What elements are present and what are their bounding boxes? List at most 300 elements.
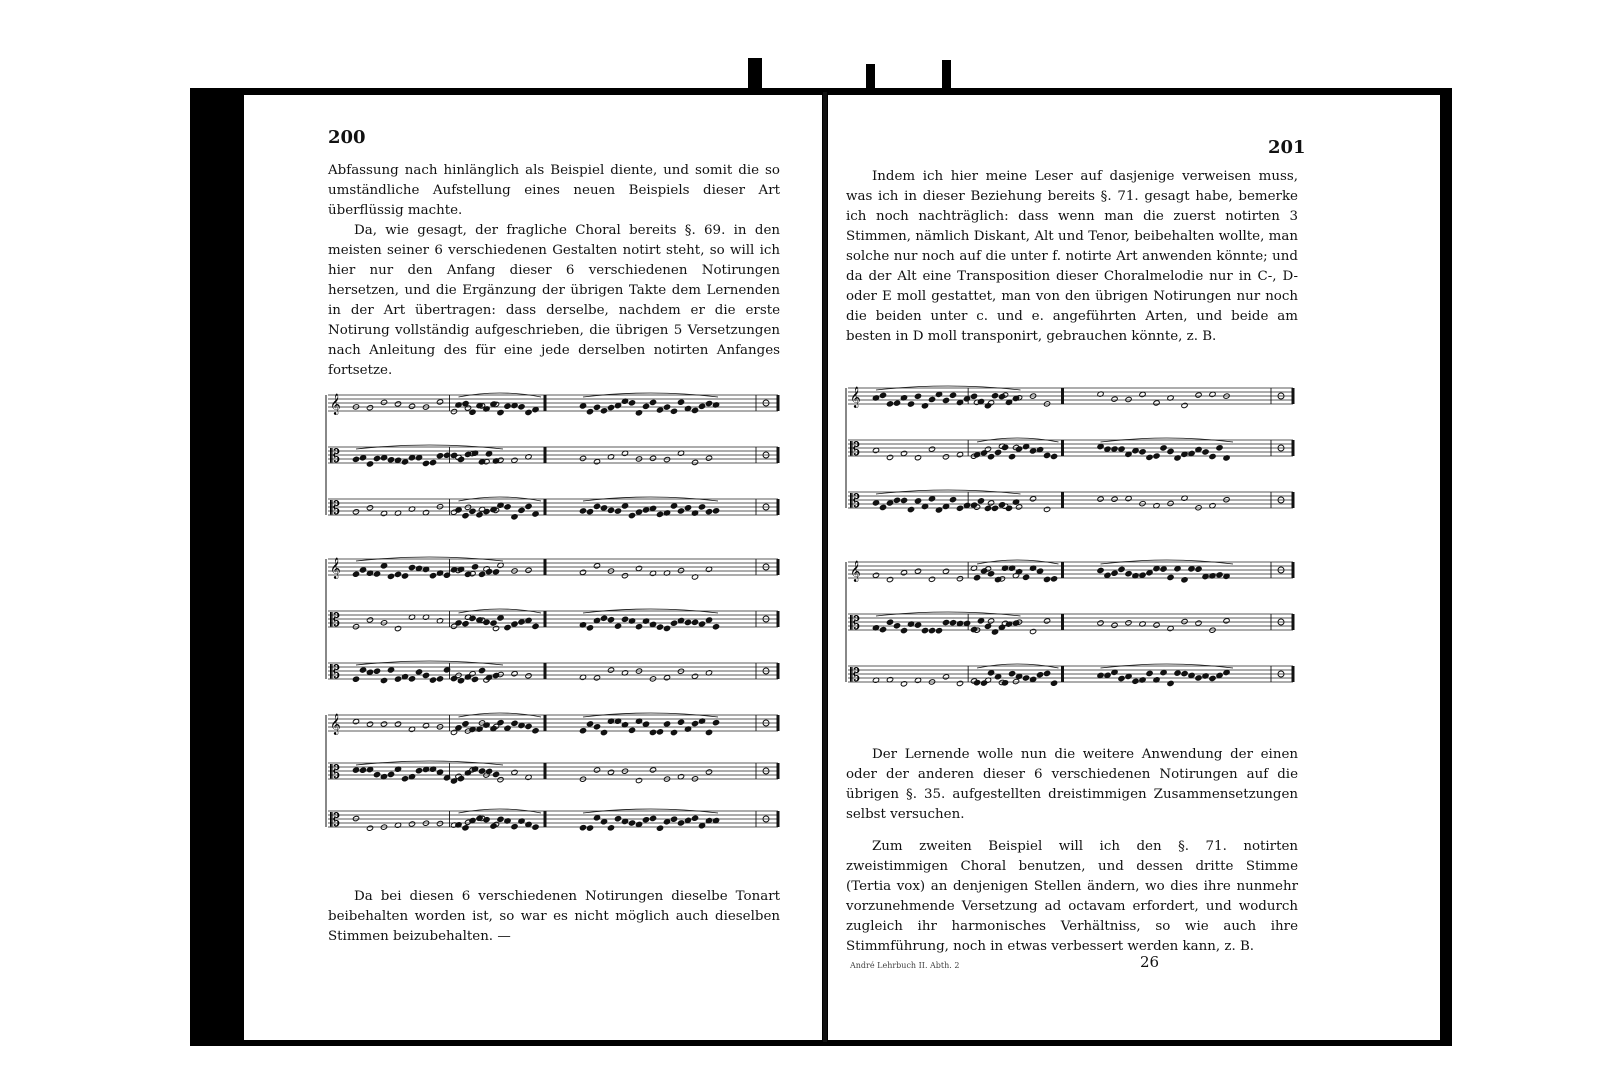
note-head xyxy=(705,455,712,461)
note-head xyxy=(455,507,462,513)
note-head xyxy=(987,454,994,460)
note-head xyxy=(1160,670,1167,676)
note-head xyxy=(579,508,586,514)
note-head xyxy=(691,673,698,679)
right-paragraph-3: Zum zweiten Beispiel will ich den §. 71. notirten zweistimmigen Choral benutzen, und dessen dritte Stimme (Tertia vox) an denjenigen Stellen ändern, wo dies ihre nunmehr vorzunehmende Versetzung ad octavam erfordert, und wodurch zugleich ihr harmonisches Verhältniss, so wie auch ihre Stimmführung, noch in etwas verbessert werden kann, z. B. xyxy=(846,839,1298,954)
note-head xyxy=(366,669,373,675)
note-head xyxy=(380,563,387,569)
note-head xyxy=(436,399,443,405)
note-head xyxy=(352,767,359,773)
clef-icon: 𝄞 xyxy=(850,561,861,582)
note-head xyxy=(642,817,649,823)
note-head xyxy=(492,569,499,575)
note-head xyxy=(525,723,532,729)
music-systems-left xyxy=(322,373,802,853)
note-head xyxy=(593,404,600,410)
note-head xyxy=(705,617,712,623)
note-head xyxy=(698,504,705,510)
note-head xyxy=(886,500,893,506)
note-head xyxy=(1223,618,1230,624)
note-head xyxy=(483,619,490,625)
note-head xyxy=(1139,572,1146,578)
note-head xyxy=(1097,443,1104,449)
note-head xyxy=(1188,672,1195,678)
note-head xyxy=(1118,675,1125,681)
note-head xyxy=(387,667,394,673)
note-head xyxy=(1097,620,1104,626)
note-head xyxy=(600,819,607,825)
note-head xyxy=(677,719,684,725)
note-head xyxy=(471,564,478,570)
note-head xyxy=(980,450,987,456)
note-head xyxy=(497,615,504,621)
note-head xyxy=(525,821,532,827)
note-head xyxy=(478,667,485,673)
note-head xyxy=(422,672,429,678)
note-head xyxy=(1097,496,1104,502)
note-head xyxy=(900,497,907,503)
note-head xyxy=(408,403,415,409)
note-head xyxy=(1209,453,1216,459)
note-head xyxy=(462,513,469,519)
note-head xyxy=(511,769,518,775)
note-head xyxy=(380,455,387,461)
note-head xyxy=(635,410,642,416)
note-head xyxy=(649,767,656,773)
note-head xyxy=(1216,672,1223,678)
note-head xyxy=(900,450,907,456)
note-head xyxy=(457,678,464,684)
clef-icon: 𝄞 xyxy=(330,714,341,735)
note-head xyxy=(600,615,607,621)
note-head xyxy=(928,446,935,452)
note-head xyxy=(677,508,684,514)
note-head xyxy=(691,721,698,727)
note-head xyxy=(593,459,600,465)
note-head xyxy=(670,408,677,414)
note-head xyxy=(663,675,670,681)
note-head xyxy=(497,457,504,463)
note-head xyxy=(492,771,499,777)
note-head xyxy=(656,729,663,735)
page-tab xyxy=(748,58,762,90)
note-head xyxy=(497,777,504,783)
note-head xyxy=(450,452,457,458)
note-head xyxy=(642,721,649,727)
note-head xyxy=(635,821,642,827)
note-head xyxy=(408,564,415,570)
note-head xyxy=(387,573,394,579)
note-head xyxy=(921,403,928,409)
note-head xyxy=(352,509,359,515)
note-head xyxy=(478,571,485,577)
note-head xyxy=(352,571,359,577)
note-head xyxy=(366,766,373,772)
note-head xyxy=(907,506,914,512)
note-head xyxy=(1036,672,1043,678)
note-head xyxy=(607,667,614,673)
note-head xyxy=(415,455,422,461)
note-head xyxy=(408,821,415,827)
clef-icon: 𝄞 xyxy=(330,558,341,579)
note-head xyxy=(469,571,476,577)
signature-number: 26 xyxy=(1140,953,1160,971)
note-head xyxy=(1125,495,1132,501)
page-tab xyxy=(866,64,875,90)
music-systems-right xyxy=(840,370,1310,715)
note-head xyxy=(469,615,476,621)
note-head xyxy=(663,404,670,410)
left-paragraph-1: Abfassung nach hinlänglich als Beispiel diente, und somit die so umständliche Aufstellung eines neuen Beispiels dieser Art überflüssig machte. xyxy=(328,163,780,218)
note-head xyxy=(366,617,373,623)
note-head xyxy=(663,625,670,631)
note-head xyxy=(705,400,712,406)
note-head xyxy=(705,729,712,735)
note-head xyxy=(1022,675,1029,681)
note-head xyxy=(462,621,469,627)
note-head xyxy=(1015,504,1022,510)
left-paragraph-2: Da, wie gesagt, der fragliche Choral bereits §. 69. in den meisten seiner 6 verschiedenen Gestalten notirt steht, so will ich hier nur den Anfang dieser 6 verschiedenen Notirungen hersetzen, und die Ergänzung der übrigen Takte dem Lernenden in der Art übertragen: dass derselbe, nachdem er die erste Notirung vollständig aufgeschrieben, die übrigen 5 Versetzungen nach Anleitung des für eine jede derselben notirten Anfanges fortsetze. xyxy=(328,223,780,378)
note-head xyxy=(973,680,980,686)
left-text-block xyxy=(328,161,780,381)
note-head xyxy=(593,724,600,730)
note-head xyxy=(359,455,366,461)
note-head xyxy=(987,618,994,624)
note-head xyxy=(408,455,415,461)
note-head xyxy=(684,817,691,823)
note-head xyxy=(670,620,677,626)
note-head xyxy=(1012,678,1019,684)
note-head xyxy=(1153,400,1160,406)
note-head xyxy=(628,820,635,826)
note-head xyxy=(928,628,935,634)
note-head xyxy=(352,456,359,462)
note-head xyxy=(579,455,586,461)
note-head xyxy=(1001,680,1008,686)
note-head xyxy=(429,459,436,465)
note-head xyxy=(1022,444,1029,450)
clef-icon: 𝄡 xyxy=(330,610,341,631)
note-head xyxy=(980,680,987,686)
note-head xyxy=(532,511,539,517)
note-head xyxy=(579,569,586,575)
note-head xyxy=(928,396,935,402)
note-head xyxy=(511,457,518,463)
note-head xyxy=(401,776,408,782)
note-head xyxy=(621,616,628,622)
note-head xyxy=(525,617,532,623)
note-head xyxy=(656,825,663,831)
note-head xyxy=(614,402,621,408)
note-head xyxy=(1223,669,1230,675)
note-head xyxy=(1146,570,1153,576)
note-head xyxy=(586,409,593,415)
note-head xyxy=(497,720,504,726)
note-head xyxy=(436,769,443,775)
clef-icon: 𝄞 xyxy=(330,394,341,415)
note-head xyxy=(408,676,415,682)
note-head xyxy=(492,625,499,631)
clef-icon: 𝄡 xyxy=(330,446,341,467)
note-head xyxy=(942,568,949,574)
note-head xyxy=(504,504,511,510)
note-head xyxy=(691,459,698,465)
note-head xyxy=(600,408,607,414)
note-head xyxy=(462,721,469,727)
note-head xyxy=(394,457,401,463)
note-head xyxy=(1008,454,1015,460)
note-head xyxy=(593,675,600,681)
note-head xyxy=(373,571,380,577)
note-head xyxy=(1160,445,1167,451)
note-head xyxy=(525,409,532,415)
note-head xyxy=(691,619,698,625)
note-head xyxy=(1195,566,1202,572)
note-head xyxy=(963,502,970,508)
note-head xyxy=(942,674,949,680)
right-systems-group xyxy=(846,386,1293,687)
note-head xyxy=(649,729,656,735)
note-head xyxy=(352,815,359,821)
left-bottom-text xyxy=(328,887,780,947)
note-head xyxy=(970,393,977,399)
note-head xyxy=(1050,453,1057,459)
note-head xyxy=(677,567,684,573)
note-head xyxy=(436,820,443,826)
clef-icon: 𝄡 xyxy=(850,665,861,686)
note-head xyxy=(1111,446,1118,452)
note-head xyxy=(1139,501,1146,507)
note-head xyxy=(893,497,900,503)
note-head xyxy=(691,407,698,413)
note-head xyxy=(635,565,642,571)
note-head xyxy=(1111,496,1118,502)
note-head xyxy=(712,624,719,630)
note-head xyxy=(984,623,991,629)
note-head xyxy=(394,676,401,682)
note-head xyxy=(928,496,935,502)
note-head xyxy=(900,570,907,576)
note-head xyxy=(1008,671,1015,677)
note-head xyxy=(1029,676,1036,682)
note-head xyxy=(518,507,525,513)
note-head xyxy=(600,729,607,735)
note-head xyxy=(1043,452,1050,458)
note-head xyxy=(462,825,469,831)
note-head xyxy=(532,407,539,413)
right-paragraph-1: Indem ich hier meine Leser auf dasjenige verweisen muss, was ich in dieser Beziehung bereits §. 71. gesagt habe, bemerke ich noch nachträglich: dass wenn man die zuerst notirten 3 Stimmen, nämlich Diskant, Alt und Tenor, beibehalten wollte, man solche nur noch auf die unter f. notirte Art anwenden könnte; und da der Alt eine Transposition dieser Choralmelodie nur in C-, D- oder E moll gestattet, man von den übrigen Notirungen nur noch die beiden unter c. und e. angeführten Arten, und beide am besten in D moll transponirt, gebrauchen könnte, z. B. xyxy=(846,169,1298,344)
note-head xyxy=(872,572,879,578)
note-head xyxy=(525,567,532,573)
page-number-right: 201 xyxy=(1268,137,1306,158)
note-head xyxy=(1181,618,1188,624)
note-head xyxy=(511,621,518,627)
note-head xyxy=(614,816,621,822)
book-spine xyxy=(823,92,827,1042)
note-head xyxy=(1195,675,1202,681)
note-head xyxy=(352,676,359,682)
note-head xyxy=(1167,448,1174,454)
note-head xyxy=(935,628,942,634)
note-head xyxy=(436,676,443,682)
note-head xyxy=(879,392,886,398)
note-head xyxy=(914,498,921,504)
note-head xyxy=(977,498,984,504)
note-head xyxy=(886,401,893,407)
note-head xyxy=(642,403,649,409)
note-head xyxy=(1104,572,1111,578)
footer-note: André Lehrbuch II. Abth. 2 xyxy=(850,961,960,970)
note-head xyxy=(436,504,443,510)
note-head xyxy=(886,454,893,460)
note-head xyxy=(949,620,956,626)
left-bottom-paragraph: Da bei diesen 6 verschiedenen Notirungen dieselbe Tonart beibehalten worden ist, so war es nicht möglich auch dieselben Stimmen beizubehalten. — xyxy=(328,889,780,944)
note-head xyxy=(352,718,359,724)
note-head xyxy=(490,823,497,829)
note-head xyxy=(872,500,879,506)
note-head xyxy=(1111,570,1118,576)
note-head xyxy=(1216,572,1223,578)
note-head xyxy=(1216,445,1223,451)
note-head xyxy=(956,680,963,686)
note-head xyxy=(614,623,621,629)
note-head xyxy=(1015,446,1022,452)
note-head xyxy=(907,401,914,407)
note-head xyxy=(455,620,462,626)
note-head xyxy=(942,454,949,460)
note-head xyxy=(450,675,457,681)
note-head xyxy=(1104,446,1111,452)
note-head xyxy=(1104,672,1111,678)
note-head xyxy=(394,571,401,577)
note-head xyxy=(497,409,504,415)
note-head xyxy=(607,617,614,623)
note-head xyxy=(628,727,635,733)
note-head xyxy=(1001,444,1008,450)
note-head xyxy=(1146,670,1153,676)
note-head xyxy=(1097,672,1104,678)
note-head xyxy=(600,505,607,511)
note-head xyxy=(649,505,656,511)
note-head xyxy=(649,815,656,821)
note-head xyxy=(579,728,586,734)
note-head xyxy=(422,723,429,729)
note-head xyxy=(373,772,380,778)
clef-icon: 𝄡 xyxy=(850,491,861,512)
note-head xyxy=(1022,574,1029,580)
note-head xyxy=(684,505,691,511)
note-head xyxy=(504,725,511,731)
note-head xyxy=(663,457,670,463)
note-head xyxy=(1132,678,1139,684)
note-head xyxy=(532,824,539,830)
note-head xyxy=(991,505,998,511)
note-head xyxy=(450,408,457,414)
note-head xyxy=(593,563,600,569)
note-head xyxy=(656,511,663,517)
note-head xyxy=(586,625,593,631)
note-head xyxy=(900,628,907,634)
right-after-music-text xyxy=(846,745,1298,957)
note-head xyxy=(455,672,462,678)
note-head xyxy=(1029,496,1036,502)
note-head xyxy=(366,721,373,727)
note-head xyxy=(1125,396,1132,402)
note-head xyxy=(963,396,970,402)
note-head xyxy=(628,400,635,406)
note-head xyxy=(525,673,532,679)
note-head xyxy=(366,405,373,411)
note-head xyxy=(649,455,656,461)
note-head xyxy=(387,771,394,777)
note-head xyxy=(380,677,387,683)
note-head xyxy=(987,670,994,676)
note-head xyxy=(394,401,401,407)
note-head xyxy=(1029,628,1036,634)
note-head xyxy=(670,729,677,735)
note-head xyxy=(621,503,628,509)
note-head xyxy=(705,769,712,775)
note-head xyxy=(422,460,429,466)
note-head xyxy=(956,576,963,582)
note-head xyxy=(1043,576,1050,582)
clef-icon: 𝄡 xyxy=(850,613,861,634)
note-head xyxy=(928,576,935,582)
note-head xyxy=(705,509,712,515)
note-head xyxy=(670,503,677,509)
note-head xyxy=(984,505,991,511)
note-head xyxy=(1153,453,1160,459)
note-head xyxy=(712,508,719,514)
note-head xyxy=(593,767,600,773)
note-head xyxy=(649,399,656,405)
note-head xyxy=(1167,500,1174,506)
right-text-block xyxy=(846,167,1298,347)
note-head xyxy=(698,403,705,409)
note-head xyxy=(677,820,684,826)
note-head xyxy=(879,504,886,510)
note-head xyxy=(1167,574,1174,580)
note-head xyxy=(1125,620,1132,626)
note-head xyxy=(532,623,539,629)
note-head xyxy=(656,624,663,630)
note-head xyxy=(914,393,921,399)
note-head xyxy=(511,671,518,677)
note-head xyxy=(621,573,628,579)
note-head xyxy=(471,676,478,682)
note-head xyxy=(994,449,1001,455)
right-page xyxy=(828,95,1440,1040)
note-head xyxy=(1050,576,1057,582)
note-head xyxy=(1111,396,1118,402)
note-head xyxy=(963,620,970,626)
note-head xyxy=(366,825,373,831)
note-head xyxy=(401,459,408,465)
note-head xyxy=(579,825,586,831)
clef-icon: 𝄡 xyxy=(330,662,341,683)
note-head xyxy=(469,671,476,677)
note-head xyxy=(579,403,586,409)
note-head xyxy=(635,509,642,515)
note-head xyxy=(698,823,705,829)
note-head xyxy=(455,725,462,731)
note-head xyxy=(1125,571,1132,577)
note-head xyxy=(504,624,511,630)
note-head xyxy=(994,674,1001,680)
note-head xyxy=(373,455,380,461)
note-head xyxy=(614,508,621,514)
note-head xyxy=(593,503,600,509)
